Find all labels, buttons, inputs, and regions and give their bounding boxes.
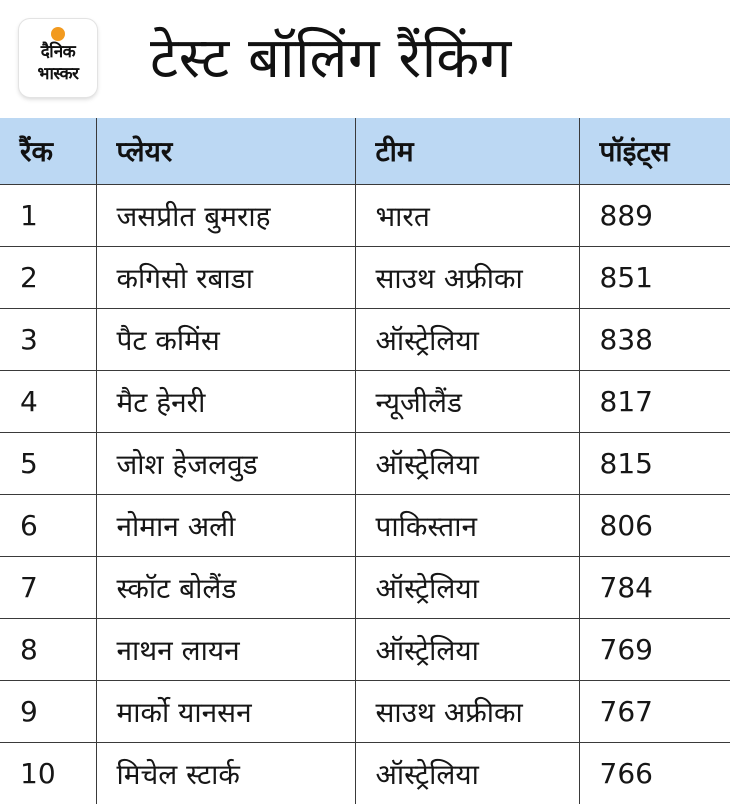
sun-icon [51,27,65,41]
team-cell: भारत [355,185,579,247]
player-cell: मैट हेनरी [96,371,355,433]
table-row [0,743,730,805]
team-cell: ऑस्ट्रेलिया [355,433,579,495]
player-cell: जोश हेजलवुड [96,433,355,495]
table-row [0,309,730,371]
column-header-team: टीम [355,118,579,185]
rank-cell: 5 [0,433,96,495]
column-header-rank: रैंक [0,118,96,185]
points-cell: 784 [579,557,730,619]
rank-cell: 4 [0,371,96,433]
rank-cell: 1 [0,185,96,247]
player-cell: मार्को यानसन [96,681,355,743]
team-cell: ऑस्ट्रेलिया [355,743,579,805]
team-cell: न्यूजीलैंड [355,371,579,433]
points-cell: 766 [599,757,653,790]
table-row [0,619,730,681]
rank-cell: 2 [0,247,96,309]
player-cell: जसप्रीत बुमराह [96,185,355,247]
team-cell: पाकिस्तान [355,495,579,557]
table-row [0,557,730,619]
rank-cell: 6 [0,495,96,557]
team-cell: साउथ अफ्रीका [355,247,579,309]
team-cell: ऑस्ट्रेलिया [355,619,579,681]
rankings-table [0,118,730,804]
rank-cell: 10 [0,743,96,805]
team-cell: साउथ अफ्रीका [355,681,579,743]
table-row [0,185,730,247]
player-cell: नोमान अली [96,495,355,557]
table-row [0,681,730,743]
header [0,0,730,118]
points-cell: 851 [579,247,730,309]
points-cell: 815 [579,433,730,495]
rank-cell: 9 [0,681,96,743]
column-header-points: पॉइंट्स [579,118,730,185]
page-title: टेस्ट बॉलिंग रैंकिंग [150,26,512,91]
table-row [0,495,730,557]
points-cell: 806 [579,495,730,557]
player-cell: नाथन लायन [96,619,355,681]
rank-cell: 8 [0,619,96,681]
points-cell: 767 [579,681,730,743]
logo-text-line1: दैनिक [40,42,76,62]
player-cell: कगिसो रबाडा [96,247,355,309]
table-row [0,433,730,495]
table-header-row [0,118,730,185]
player-cell: पैट कमिंस [96,309,355,371]
logo-text-line2: भास्कर [37,64,79,84]
points-cell: 889 [579,185,730,247]
points-cell: 817 [579,371,730,433]
player-cell: मिचेल स्टार्क [96,743,355,805]
rank-cell: 3 [0,309,96,371]
table-row [0,371,730,433]
dainik-bhaskar-logo [19,19,97,97]
points-cell: 769 [579,619,730,681]
team-cell: ऑस्ट्रेलिया [355,309,579,371]
points-cell: 838 [579,309,730,371]
column-header-player: प्लेयर [96,118,355,185]
player-cell: स्कॉट बोलैंड [96,557,355,619]
team-cell: ऑस्ट्रेलिया [355,557,579,619]
table-row [0,247,730,309]
rank-cell: 7 [0,557,96,619]
